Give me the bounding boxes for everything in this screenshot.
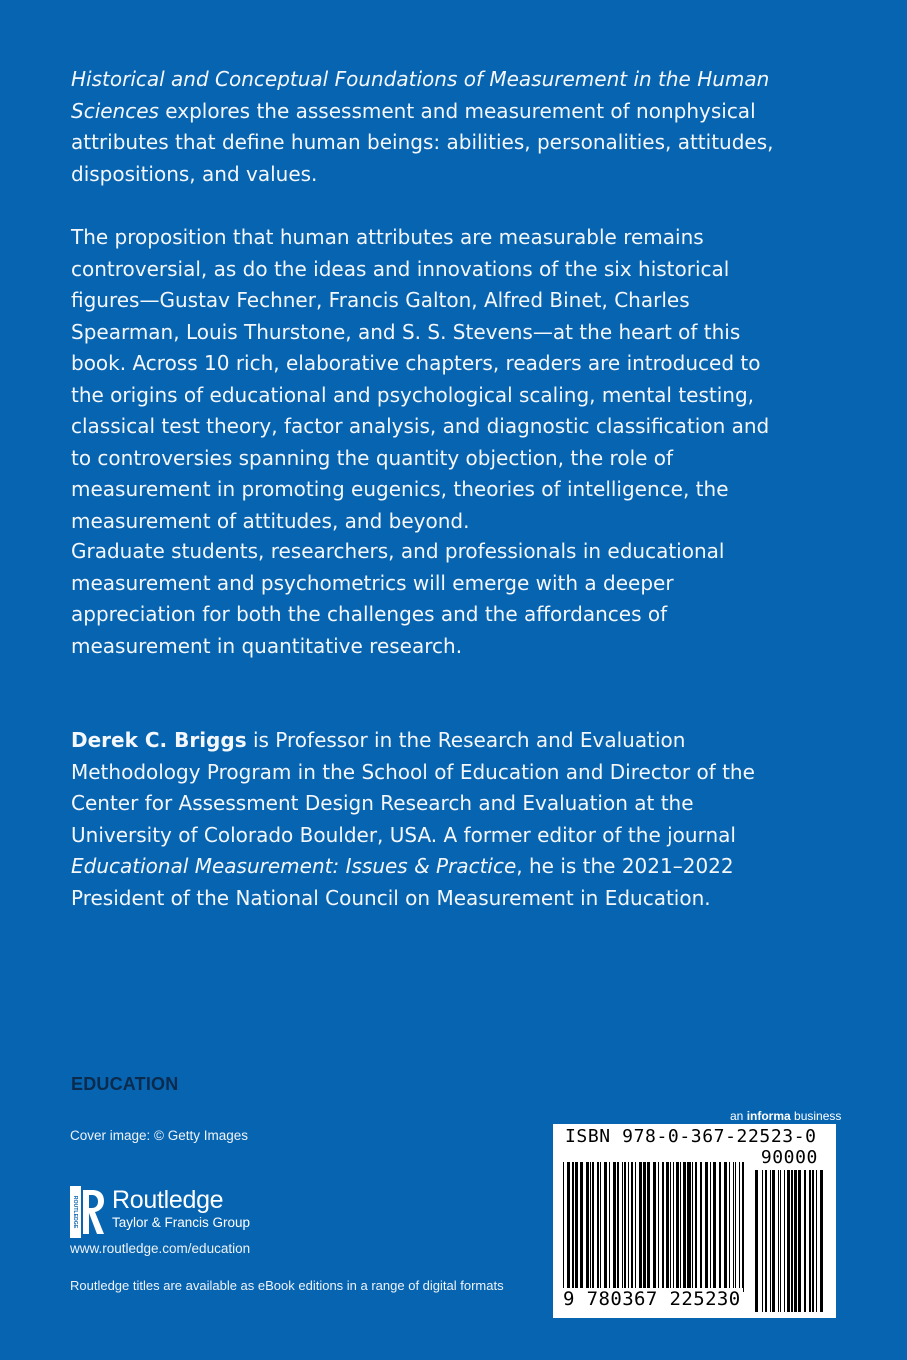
barcode-bar: [624, 1162, 626, 1292]
barcode-bar: [653, 1162, 656, 1292]
isbn-barcode: [553, 1124, 836, 1318]
barcode-bar: [567, 1162, 570, 1292]
barcode-bar: [580, 1162, 583, 1292]
barcode-bar: [676, 1162, 679, 1292]
isbn-label: ISBN 978-0-367-22523-0: [565, 1126, 817, 1147]
barcode-bar: [592, 1162, 594, 1292]
barcode-bar: [710, 1162, 711, 1292]
barcode-bar: [724, 1162, 727, 1292]
barcode-bar: [687, 1162, 691, 1292]
addon-barcode-bars: [755, 1170, 825, 1312]
barcode-bar: [713, 1162, 716, 1292]
barcode-bar: [762, 1170, 763, 1312]
journal-title: Educational Measurement: Issues & Practice: [71, 854, 517, 878]
barcode-bar: [628, 1162, 629, 1292]
barcode-bar: [804, 1170, 806, 1312]
barcode-bar: [670, 1162, 671, 1292]
barcode-bar: [575, 1162, 578, 1292]
barcode-bar: [798, 1170, 801, 1312]
barcode-bar: [662, 1162, 664, 1292]
author-bio-text-b: , he is the 2021–2022 President of the National Council on Measurement in Education.: [71, 854, 734, 910]
description-paragraph-1-text: explores the assessment and measurement of nonphysical attributes that define human beings: abilities, personalities, attitudes, dispositions, and values.: [71, 98, 774, 186]
barcode-bar: [755, 1170, 758, 1312]
informa-prefix: an: [730, 1109, 747, 1123]
barcode-bar: [647, 1162, 650, 1292]
barcode-bar: [680, 1162, 681, 1292]
barcode-bar: [643, 1162, 646, 1292]
description-paragraph-1: [71, 64, 791, 190]
barcode-bar: [673, 1162, 674, 1292]
barcode-bar: [729, 1162, 730, 1292]
barcode-bar: [705, 1162, 708, 1292]
barcode-bar: [622, 1162, 623, 1292]
barcode-bar: [787, 1170, 790, 1312]
ean-barcode-bars: [563, 1162, 745, 1292]
barcode-bar: [780, 1170, 781, 1312]
barcode-bar: [778, 1170, 779, 1312]
barcode-bar: [692, 1162, 693, 1292]
author-bio: [71, 725, 791, 914]
barcode-bar: [742, 1162, 744, 1292]
publisher-name: Routledge: [112, 1186, 224, 1214]
barcode-bar: [586, 1162, 589, 1292]
category-label: EDUCATION: [71, 1074, 179, 1094]
barcode-bar: [639, 1162, 642, 1292]
barcode-bar: [784, 1170, 785, 1312]
informa-suffix: business: [790, 1109, 842, 1123]
ean-digits: 9 780367 225230: [563, 1288, 741, 1310]
barcode-bar: [658, 1162, 659, 1292]
price-code: 90000: [760, 1147, 818, 1168]
barcode-bar: [735, 1162, 736, 1292]
barcode-bar: [733, 1162, 734, 1292]
publisher-website: www.routledge.com/education: [70, 1241, 251, 1256]
barcode-bar: [812, 1170, 814, 1312]
barcode-bar: [617, 1162, 619, 1292]
barcode-bar: [590, 1162, 591, 1292]
barcode-bar: [572, 1162, 574, 1292]
cover-image-credit: Cover image: © Getty Images: [70, 1128, 249, 1143]
barcode-bar: [739, 1162, 740, 1292]
barcode-bar: [770, 1170, 771, 1312]
informa-business-note: [730, 1109, 841, 1123]
barcode-bar: [635, 1162, 636, 1292]
barcode-bar: [791, 1170, 793, 1312]
routledge-vertical-text: ROUTLEDGE: [72, 1195, 79, 1229]
barcode-bar: [772, 1170, 775, 1312]
barcode-bar: [794, 1170, 797, 1312]
barcode-bar: [613, 1162, 616, 1292]
barcode-bar: [600, 1162, 601, 1292]
book-title-italic: Historical and Conceptual Foundations of Measurement in the Human Sciences: [71, 67, 770, 123]
barcode-bar: [719, 1162, 721, 1292]
description-paragraph-2: The proposition that human attributes are measurable remains controversial, as do the ideas and innovations of the six historical figures—Gustav Fechner, Francis Galton, Alfred Binet, Charles Spearman, Louis Thurstone, and S. S. Stevens—at the heart of this book. Across 10 rich, elaborative chapters, readers are introduced to the origins of educational and psychological scaling, mental testing, classical test theory, factor analysis, and diagnostic classification and to controversies spanning the quantity objection, the role of measurement in promoting eugenics, theories of intelligence, the measurement of attitudes, and beyond.: [71, 225, 770, 533]
ebook-availability-note: Routledge titles are available as eBook editions in a range of digital formats: [70, 1278, 504, 1293]
barcode-bar: [631, 1162, 633, 1292]
publisher-group: Taylor & Francis Group: [112, 1215, 251, 1230]
barcode-bar: [604, 1162, 607, 1292]
barcode-bar: [820, 1170, 823, 1312]
barcode-bar: [563, 1162, 564, 1292]
barcode-bar: [597, 1162, 599, 1292]
barcode-bar: [666, 1162, 669, 1292]
barcode-bar: [700, 1162, 702, 1292]
author-name: Derek C. Briggs: [71, 728, 247, 752]
barcode-bar: [695, 1162, 697, 1292]
barcode-bar: [809, 1170, 811, 1312]
barcode-bar: [683, 1162, 686, 1292]
informa-brand: informa: [746, 1109, 791, 1123]
author-bio-text-a: is Professor in the Research and Evaluation Methodology Program in the School of Education and Director of the Center for Assessment Design Research and Evaluation at the University of Colorado Boulder, USA. A former editor of the journal: [71, 728, 755, 847]
routledge-logo: [70, 1186, 250, 1238]
description-paragraph-3: Graduate students, researchers, and professionals in educational measurement and psychometrics will emerge with a deeper appreciation for both the challenges and the affordances of measurement in quantitative research.: [71, 539, 725, 658]
routledge-r-icon: [70, 1186, 106, 1238]
barcode-bar: [609, 1162, 610, 1292]
barcode-bar: [816, 1170, 817, 1312]
barcode-bar: [765, 1170, 767, 1312]
